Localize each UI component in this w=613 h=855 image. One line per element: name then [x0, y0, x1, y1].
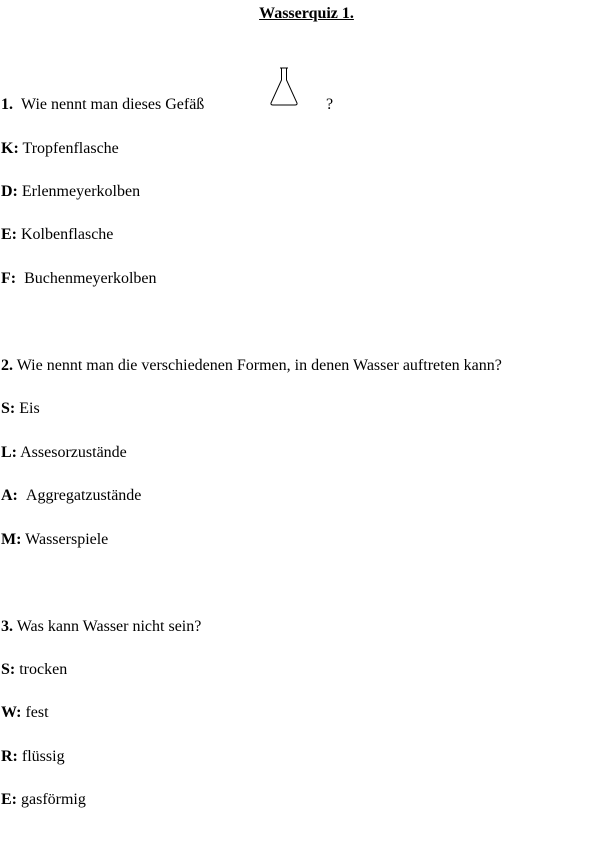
question-number: 2. [1, 357, 13, 374]
question-text: Wie nennt man dieses Gefäß [21, 96, 205, 113]
erlenmeyer-flask-icon [268, 66, 300, 108]
option-key: M: [1, 531, 22, 548]
option-q1-f [1, 269, 157, 289]
option-key: A: [1, 487, 18, 504]
option-q2-s [1, 399, 40, 419]
option-text: Kolbenflasche [21, 226, 114, 243]
question-3 [1, 617, 201, 637]
option-text: Erlenmeyerkolben [21, 183, 141, 200]
question-mark: ? [326, 96, 334, 113]
option-q3-e [1, 790, 86, 810]
option-q1-e [1, 225, 113, 245]
option-q2-a [1, 486, 141, 506]
option-text: trocken [19, 661, 68, 678]
question-2 [1, 356, 502, 376]
option-key: E: [1, 791, 17, 808]
option-q2-m [1, 530, 108, 550]
option-text: flüssig [21, 748, 65, 765]
question-number: 1. [1, 96, 13, 113]
option-text: Aggregatzustände [25, 487, 142, 504]
option-q2-l [1, 443, 127, 463]
option-key: W: [1, 704, 22, 721]
option-key: F: [1, 270, 17, 287]
option-text: Eis [19, 400, 40, 417]
option-key: R: [1, 748, 18, 765]
question-text: Wie nennt man die verschiedenen Formen, in denen Wasser auftreten kann? [16, 357, 502, 374]
option-text: Buchenmeyerkolben [24, 270, 157, 287]
question-text: Was kann Wasser nicht sein? [16, 618, 202, 635]
option-text: Assesorzustände [20, 444, 127, 461]
option-q3-w [1, 703, 49, 723]
option-key: D: [1, 183, 18, 200]
option-text: Wasserspiele [25, 531, 109, 548]
option-q3-s [1, 660, 67, 680]
option-key: L: [1, 444, 17, 461]
question-number: 3. [1, 618, 13, 635]
option-q1-k [1, 139, 119, 159]
option-key: E: [1, 226, 17, 243]
option-text: Tropfenflasche [22, 140, 119, 157]
option-q3-r [1, 747, 65, 767]
option-text: gasförmig [21, 791, 86, 808]
question-1 [1, 95, 204, 115]
option-key: K: [1, 140, 19, 157]
option-q1-d [1, 182, 140, 202]
option-text: fest [25, 704, 49, 721]
option-key: S: [1, 400, 16, 417]
option-key: S: [1, 661, 16, 678]
page-title: Wasserquiz 1. [259, 5, 354, 22]
